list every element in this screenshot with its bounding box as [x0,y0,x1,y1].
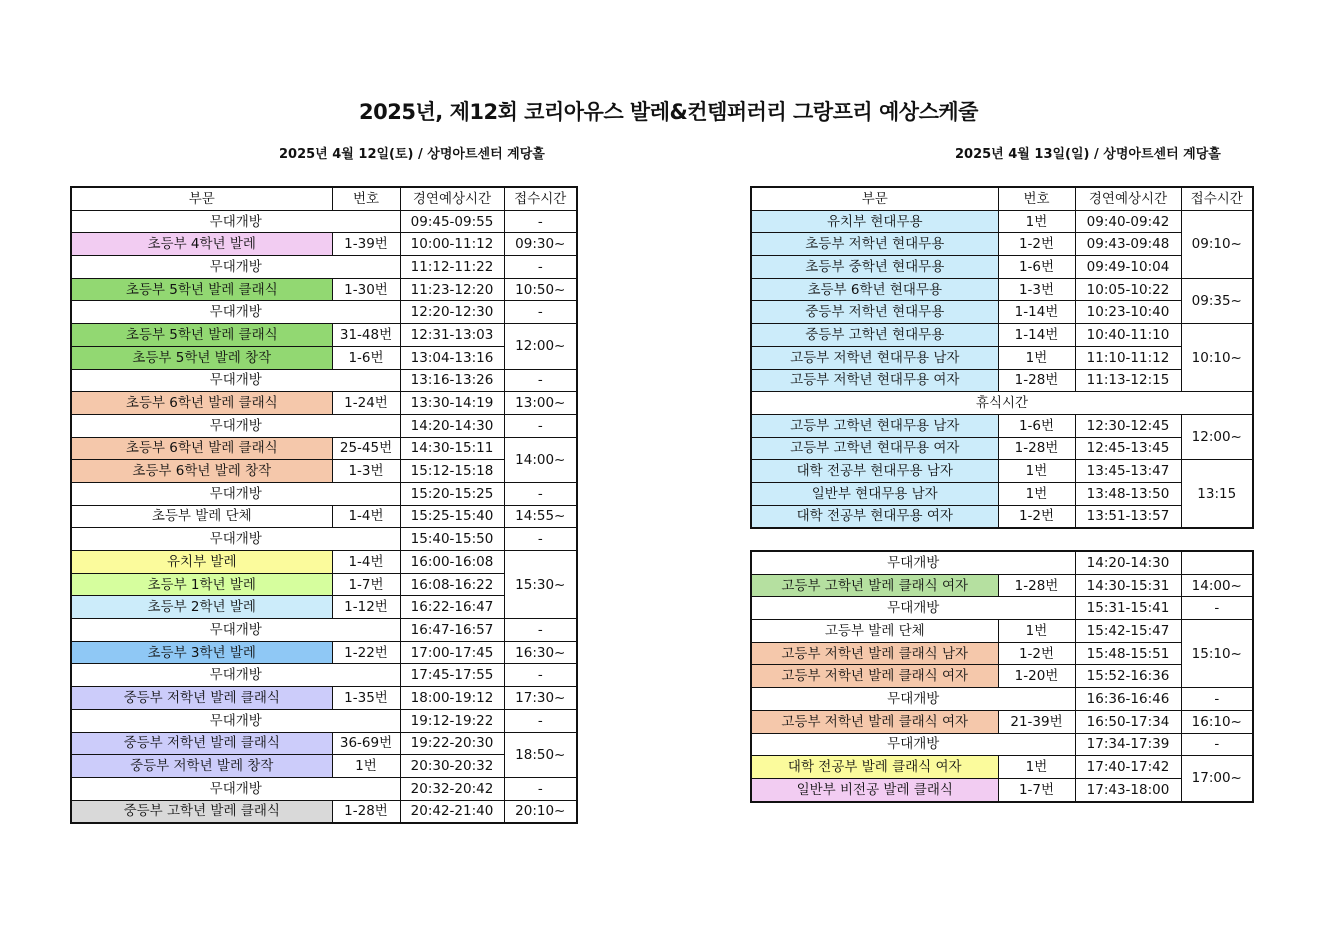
table-row [71,369,577,392]
table-row [751,551,1253,574]
category-cell: 무대개방 [71,664,400,687]
table-row [751,346,1253,369]
time-cell: 17:45-17:55 [400,664,504,687]
category-cell: 초등부 3학년 발레 [71,641,332,664]
reception-cell: 10:50~ [504,278,577,301]
category-cell: 고등부 저학년 현대무용 남자 [751,346,998,369]
category-cell: 중등부 고학년 발레 클래식 [71,800,332,823]
category-cell: 대학 전공부 현대무용 남자 [751,460,998,483]
table-row [751,597,1253,620]
category-cell: 중등부 저학년 발레 클래식 [71,732,332,755]
reception-cell: 12:00~ [1181,414,1253,459]
reception-cell [1181,551,1253,574]
time-cell: 17:00-17:45 [400,641,504,664]
category-cell: 중등부 저학년 현대무용 [751,301,998,324]
category-cell: 중등부 저학년 발레 클래식 [71,687,332,710]
number-cell: 1번 [998,210,1075,233]
table-row [751,392,1253,415]
time-cell: 17:34-17:39 [1075,733,1181,756]
number-cell: 36-69번 [332,732,400,755]
category-cell: 무대개방 [71,619,400,642]
table-row [71,460,577,483]
category-cell: 무대개방 [751,597,1075,620]
schedule-table-day1 [70,186,578,824]
header-number: 번호 [998,187,1075,210]
time-cell: 19:12-19:22 [400,709,504,732]
table-row [71,392,577,415]
number-cell: 1번 [998,620,1075,643]
number-cell: 1-4번 [332,551,400,574]
time-cell: 16:47-16:57 [400,619,504,642]
table-row [751,256,1253,279]
table-row [71,619,577,642]
reception-cell: 09:35~ [1181,278,1253,323]
time-cell: 17:40-17:42 [1075,756,1181,779]
category-cell: 고등부 고학년 현대무용 여자 [751,437,998,460]
number-cell: 1-3번 [998,278,1075,301]
reception-cell: 17:30~ [504,687,577,710]
time-cell: 13:04-13:16 [400,346,504,369]
reception-cell: 20:10~ [504,800,577,823]
number-cell: 1-12번 [332,596,400,619]
category-cell: 초등부 저학년 현대무용 [751,233,998,256]
time-cell: 15:52-16:36 [1075,665,1181,688]
category-cell: 초등부 4학년 발레 [71,233,332,256]
time-cell: 13:30-14:19 [400,392,504,415]
time-cell: 09:45-09:55 [400,210,504,233]
reception-cell: - [1181,597,1253,620]
table-row [751,642,1253,665]
number-cell: 25-45번 [332,437,400,460]
reception-cell: - [1181,688,1253,711]
time-cell: 15:31-15:41 [1075,597,1181,620]
table-row [71,800,577,823]
time-cell: 18:00-19:12 [400,687,504,710]
reception-cell: - [504,369,577,392]
number-cell: 1-6번 [998,256,1075,279]
table-row [71,732,577,755]
table-row [71,482,577,505]
time-cell: 12:31-13:03 [400,324,504,347]
page-title: 2025년, 제12회 코리아유스 발레&컨템퍼러리 그랑프리 예상스케줄 [359,100,978,124]
time-cell: 13:48-13:50 [1075,482,1181,505]
category-cell: 초등부 5학년 발레 클래식 [71,278,332,301]
time-cell: 14:20-14:30 [400,414,504,437]
time-cell: 11:12-11:22 [400,256,504,279]
header-row [71,187,577,210]
header-number: 번호 [332,187,400,210]
table-row [751,665,1253,688]
table-row [71,596,577,619]
table-row [751,688,1253,711]
time-cell: 09:43-09:48 [1075,233,1181,256]
number-cell: 1-20번 [998,665,1075,688]
table-row [71,278,577,301]
category-cell: 초등부 1학년 발레 [71,573,332,596]
number-cell: 1-24번 [332,392,400,415]
number-cell: 1번 [998,482,1075,505]
category-cell: 고등부 저학년 발레 클래식 여자 [751,710,998,733]
category-cell: 초등부 6학년 현대무용 [751,278,998,301]
table-row [71,709,577,732]
table-row [751,574,1253,597]
time-cell: 14:30-15:11 [400,437,504,460]
category-cell: 무대개방 [71,528,400,551]
number-cell: 1-35번 [332,687,400,710]
header-time: 경연예상시간 [400,187,504,210]
time-cell: 15:20-15:25 [400,482,504,505]
break-row-label: 휴식시간 [751,392,1253,415]
reception-cell: - [504,414,577,437]
time-cell: 13:51-13:57 [1075,505,1181,528]
time-cell: 20:30-20:32 [400,755,504,778]
table-row [71,437,577,460]
number-cell: 1-3번 [332,460,400,483]
subtitle-day2: 2025년 4월 13일(일) / 상명아트센터 계당홀 [955,147,1221,162]
table-row [71,210,577,233]
time-cell: 14:30-15:31 [1075,574,1181,597]
number-cell: 1-30번 [332,278,400,301]
category-cell: 무대개방 [751,688,1075,711]
category-cell: 유치부 발레 [71,551,332,574]
category-cell: 중등부 저학년 발레 창작 [71,755,332,778]
table-row [71,777,577,800]
time-cell: 10:05-10:22 [1075,278,1181,301]
table-row [71,664,577,687]
number-cell: 1-6번 [332,346,400,369]
number-cell: 1-2번 [998,233,1075,256]
time-cell: 10:23-10:40 [1075,301,1181,324]
time-cell: 15:48-15:51 [1075,642,1181,665]
time-cell: 16:50-17:34 [1075,710,1181,733]
header-time: 경연예상시간 [1075,187,1181,210]
reception-cell: 13:15 [1181,460,1253,529]
number-cell: 1-7번 [998,778,1075,801]
reception-cell: 15:30~ [504,551,577,619]
table-row [71,301,577,324]
reception-cell: - [504,256,577,279]
table-row [71,324,577,347]
time-cell: 12:30-12:45 [1075,414,1181,437]
time-cell: 14:20-14:30 [1075,551,1181,574]
time-cell: 15:25-15:40 [400,505,504,528]
category-cell: 무대개방 [751,551,1075,574]
time-cell: 10:40-11:10 [1075,324,1181,347]
time-cell: 16:08-16:22 [400,573,504,596]
number-cell: 1-39번 [332,233,400,256]
reception-cell: - [504,301,577,324]
category-cell: 대학 전공부 발레 클래식 여자 [751,756,998,779]
reception-cell: 17:00~ [1181,756,1253,802]
category-cell: 대학 전공부 현대무용 여자 [751,505,998,528]
number-cell: 1-2번 [998,642,1075,665]
category-cell: 초등부 5학년 발레 창작 [71,346,332,369]
time-cell: 09:40-09:42 [1075,210,1181,233]
header-reception: 접수시간 [504,187,577,210]
number-cell: 1번 [332,755,400,778]
time-cell: 17:43-18:00 [1075,778,1181,801]
category-cell: 무대개방 [71,210,400,233]
category-cell: 무대개방 [71,777,400,800]
category-cell: 초등부 6학년 발레 창작 [71,460,332,483]
category-cell: 초등부 5학년 발레 클래식 [71,324,332,347]
header-category: 부문 [71,187,332,210]
reception-cell: 15:10~ [1181,620,1253,688]
time-cell: 13:45-13:47 [1075,460,1181,483]
table-row [751,210,1253,233]
reception-cell: 14:00~ [504,437,577,482]
number-cell: 1번 [998,756,1075,779]
number-cell: 31-48번 [332,324,400,347]
time-cell: 15:12-15:18 [400,460,504,483]
number-cell: 1-22번 [332,641,400,664]
category-cell: 고등부 고학년 현대무용 남자 [751,414,998,437]
table-row [751,620,1253,643]
time-cell: 20:32-20:42 [400,777,504,800]
time-cell: 19:22-20:30 [400,732,504,755]
number-cell: 1-28번 [998,437,1075,460]
category-cell: 고등부 저학년 발레 클래식 남자 [751,642,998,665]
reception-cell: 14:00~ [1181,574,1253,597]
category-cell: 고등부 저학년 발레 클래식 여자 [751,665,998,688]
reception-cell: 16:10~ [1181,710,1253,733]
number-cell: 1-28번 [998,574,1075,597]
table-row [71,256,577,279]
number-cell: 21-39번 [998,710,1075,733]
schedule-table-day2-ballet [750,550,1254,803]
number-cell: 1-28번 [332,800,400,823]
category-cell: 고등부 저학년 현대무용 여자 [751,369,998,392]
schedule-table-day2-contemporary [750,186,1254,529]
reception-cell: 12:00~ [504,324,577,369]
table-row [71,641,577,664]
reception-cell: - [504,709,577,732]
category-cell: 일반부 비전공 발레 클래식 [751,778,998,801]
table-row [71,233,577,256]
number-cell: 1-2번 [998,505,1075,528]
time-cell: 09:49-10:04 [1075,256,1181,279]
reception-cell: 10:10~ [1181,324,1253,392]
category-cell: 일반부 현대무용 남자 [751,482,998,505]
reception-cell: - [504,619,577,642]
category-cell: 고등부 발레 단체 [751,620,998,643]
table-row [71,414,577,437]
category-cell: 초등부 중학년 현대무용 [751,256,998,279]
table-row [751,756,1253,779]
category-cell: 초등부 발레 단체 [71,505,332,528]
subtitle-day1: 2025년 4월 12일(토) / 상명아트센터 계당홀 [279,147,545,162]
category-cell: 무대개방 [71,414,400,437]
time-cell: 20:42-21:40 [400,800,504,823]
table-row [751,710,1253,733]
table-row [751,733,1253,756]
number-cell: 1-14번 [998,301,1075,324]
table-row [751,301,1253,324]
table-row [751,324,1253,347]
table-row [751,505,1253,528]
reception-cell: - [504,664,577,687]
reception-cell: 16:30~ [504,641,577,664]
category-cell: 고등부 고학년 발레 클래식 여자 [751,574,998,597]
reception-cell: - [504,777,577,800]
time-cell: 11:13-12:15 [1075,369,1181,392]
table-row [751,437,1253,460]
time-cell: 15:42-15:47 [1075,620,1181,643]
table-row [71,687,577,710]
table-row [71,346,577,369]
number-cell: 1-7번 [332,573,400,596]
time-cell: 15:40-15:50 [400,528,504,551]
category-cell: 유치부 현대무용 [751,210,998,233]
time-cell: 13:16-13:26 [400,369,504,392]
reception-cell: 13:00~ [504,392,577,415]
category-cell: 초등부 6학년 발레 클래식 [71,392,332,415]
reception-cell: - [504,210,577,233]
category-cell: 무대개방 [71,301,400,324]
table-row [751,414,1253,437]
header-row [751,187,1253,210]
number-cell: 1-4번 [332,505,400,528]
table-row [751,278,1253,301]
number-cell: 1번 [998,346,1075,369]
category-cell: 초등부 6학년 발레 클래식 [71,437,332,460]
category-cell: 무대개방 [71,709,400,732]
reception-cell: 09:10~ [1181,210,1253,278]
table-row [71,505,577,528]
time-cell: 11:10-11:12 [1075,346,1181,369]
number-cell: 1-28번 [998,369,1075,392]
time-cell: 16:00-16:08 [400,551,504,574]
reception-cell: - [504,482,577,505]
header-category: 부문 [751,187,998,210]
reception-cell: 14:55~ [504,505,577,528]
number-cell: 1번 [998,460,1075,483]
table-row [751,778,1253,801]
table-row [71,573,577,596]
time-cell: 12:45-13:45 [1075,437,1181,460]
time-cell: 16:36-16:46 [1075,688,1181,711]
table-row [71,551,577,574]
reception-cell: - [1181,733,1253,756]
table-row [751,482,1253,505]
category-cell: 초등부 2학년 발레 [71,596,332,619]
category-cell: 중등부 고학년 현대무용 [751,324,998,347]
number-cell: 1-6번 [998,414,1075,437]
table-row [71,528,577,551]
table-row [751,369,1253,392]
time-cell: 10:00-11:12 [400,233,504,256]
table-row [751,233,1253,256]
reception-cell: 09:30~ [504,233,577,256]
reception-cell: 18:50~ [504,732,577,777]
category-cell: 무대개방 [71,256,400,279]
time-cell: 16:22-16:47 [400,596,504,619]
time-cell: 11:23-12:20 [400,278,504,301]
table-row [71,755,577,778]
category-cell: 무대개방 [71,482,400,505]
header-reception: 접수시간 [1181,187,1253,210]
category-cell: 무대개방 [751,733,1075,756]
number-cell: 1-14번 [998,324,1075,347]
reception-cell: - [504,528,577,551]
time-cell: 12:20-12:30 [400,301,504,324]
category-cell: 무대개방 [71,369,400,392]
table-row [751,460,1253,483]
